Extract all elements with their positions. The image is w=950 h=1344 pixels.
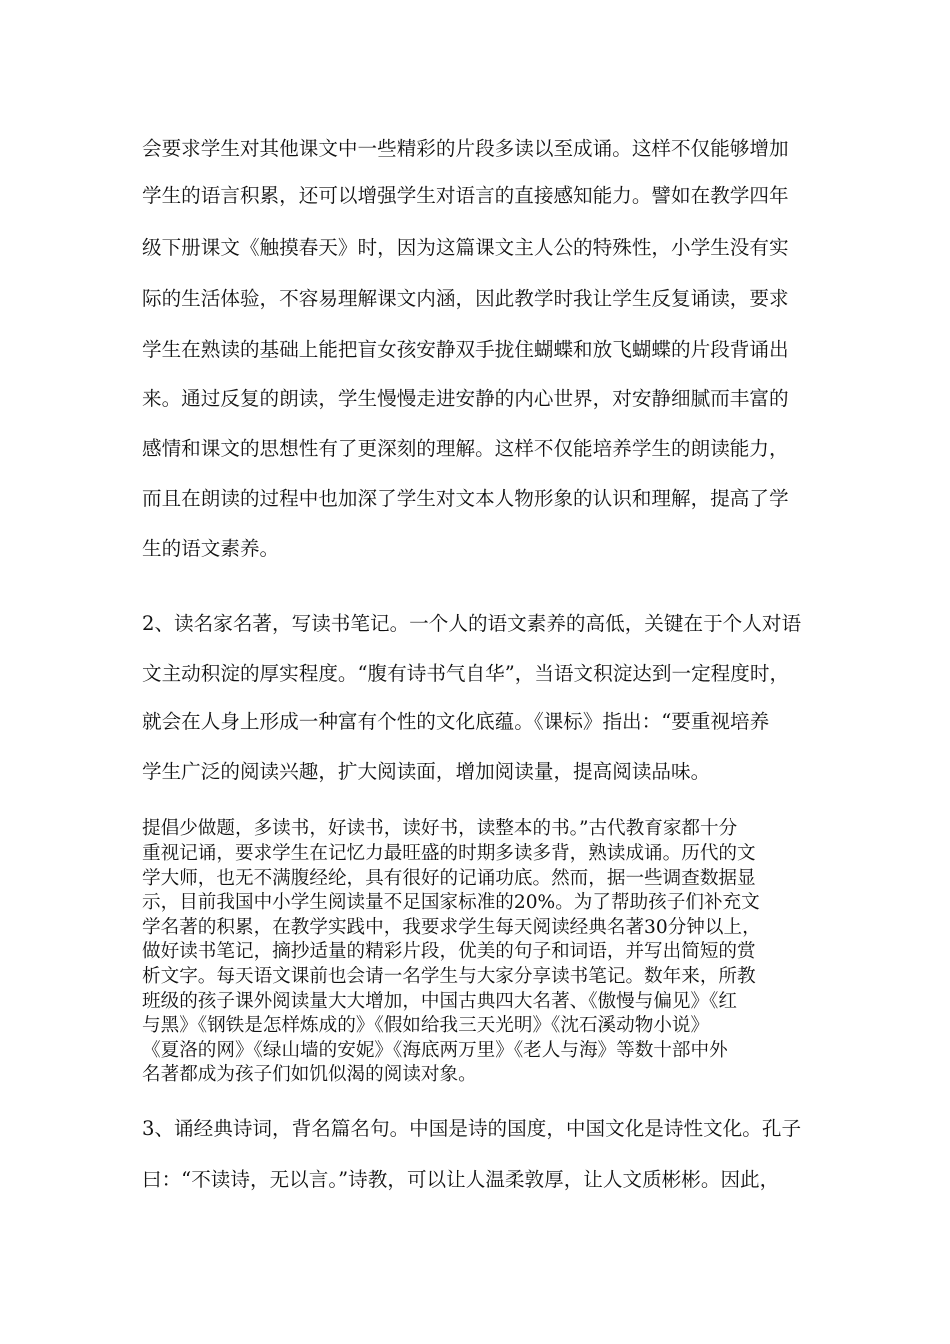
text-line: 而且在朗读的过程中也加深了学生对文本人物形象的认识和理解，提高了学 — [142, 487, 789, 510]
text-line: 2、读名家名著，写读书笔记。一个人的语文素养的高低，关键在于个人对语 — [142, 612, 802, 635]
text-line: 示，目前我国中小学生阅读量不足国家标准的20%。为了帮助孩子们补充文 — [142, 892, 760, 913]
text-line: 会要求学生对其他课文中一些精彩的片段多读以至成诵。这样不仅能够增加 — [142, 137, 789, 160]
text-line: 《夏洛的网》《绿山墙的安妮》《海底两万里》《老人与海》等数十部中外 — [142, 1040, 728, 1061]
text-line: 际的生活体验，不容易理解课文内涵，因此教学时我让学生反复诵读，要求 — [142, 287, 789, 310]
text-line: 学生在熟读的基础上能把盲女孩安静双手拢住蝴蝶和放飞蝴蝶的片段背诵出 — [142, 338, 789, 361]
text-line: 班级的孩子课外阅读量大大增加，中国古典四大名著、《傲慢与偏见》《红 — [142, 991, 737, 1012]
text-line: 学生的语言积累，还可以增强学生对语言的直接感知能力。譬如在教学四年 — [142, 184, 789, 207]
text-line: 学大师，也无不满腹经纶，具有很好的记诵功底。然而，据一些调查数据显 — [142, 868, 756, 889]
text-line: 3、诵经典诗词，背名篇名句。中国是诗的国度，中国文化是诗性文化。孔子 — [142, 1117, 802, 1140]
text-line: 学名著的积累，在教学实践中，我要求学生每天阅读经典名著30分钟以上， — [142, 917, 761, 938]
text-line: 重视记诵，要求学生在记忆力最旺盛的时期多读多背，熟读成诵。历代的文 — [142, 843, 756, 864]
text-line: 曰：“不读诗，无以言。”诗教，可以让人温柔敦厚，让人文质彬彬。因此， — [142, 1168, 780, 1191]
text-line: 与黑》《钢铁是怎样炼成的》《假如给我三天光明》《沈石溪动物小说》 — [142, 1015, 710, 1036]
text-line: 级下册课文《触摸春天》时，因为这篇课文主人公的特殊性，小学生没有实 — [142, 236, 789, 259]
text-line: 析文字。每天语文课前也会请一名学生与大家分享读书笔记。数年来，所教 — [142, 966, 756, 987]
text-line: 感情和课文的思想性有了更深刻的理解。这样不仅能培养学生的朗读能力， — [142, 437, 789, 460]
text-line: 学生广泛的阅读兴趣，扩大阅读面，增加阅读量，提高阅读品味。 — [142, 760, 711, 783]
text-line: 名著都成为孩子们如饥似渴的阅读对象。 — [142, 1064, 477, 1085]
text-line: 生的语文素养。 — [142, 537, 280, 560]
text-line: 来。通过反复的朗读，学生慢慢走进安静的内心世界，对安静细腻而丰富的 — [142, 387, 789, 410]
text-line: 提倡少做题，多读书，好读书，读好书，读整本的书。”古代教育家都十分 — [142, 818, 738, 839]
text-line: 文主动积淀的厚实程度。“腹有诗书气自华”，当语文积淀达到一定程度时， — [142, 662, 790, 685]
text-line: 做好读书笔记，摘抄适量的精彩片段，优美的句子和词语，并写出简短的赏 — [142, 941, 756, 962]
text-line: 就会在人身上形成一种富有个性的文化底蕴。《课标》指出：“要重视培养 — [142, 710, 770, 733]
